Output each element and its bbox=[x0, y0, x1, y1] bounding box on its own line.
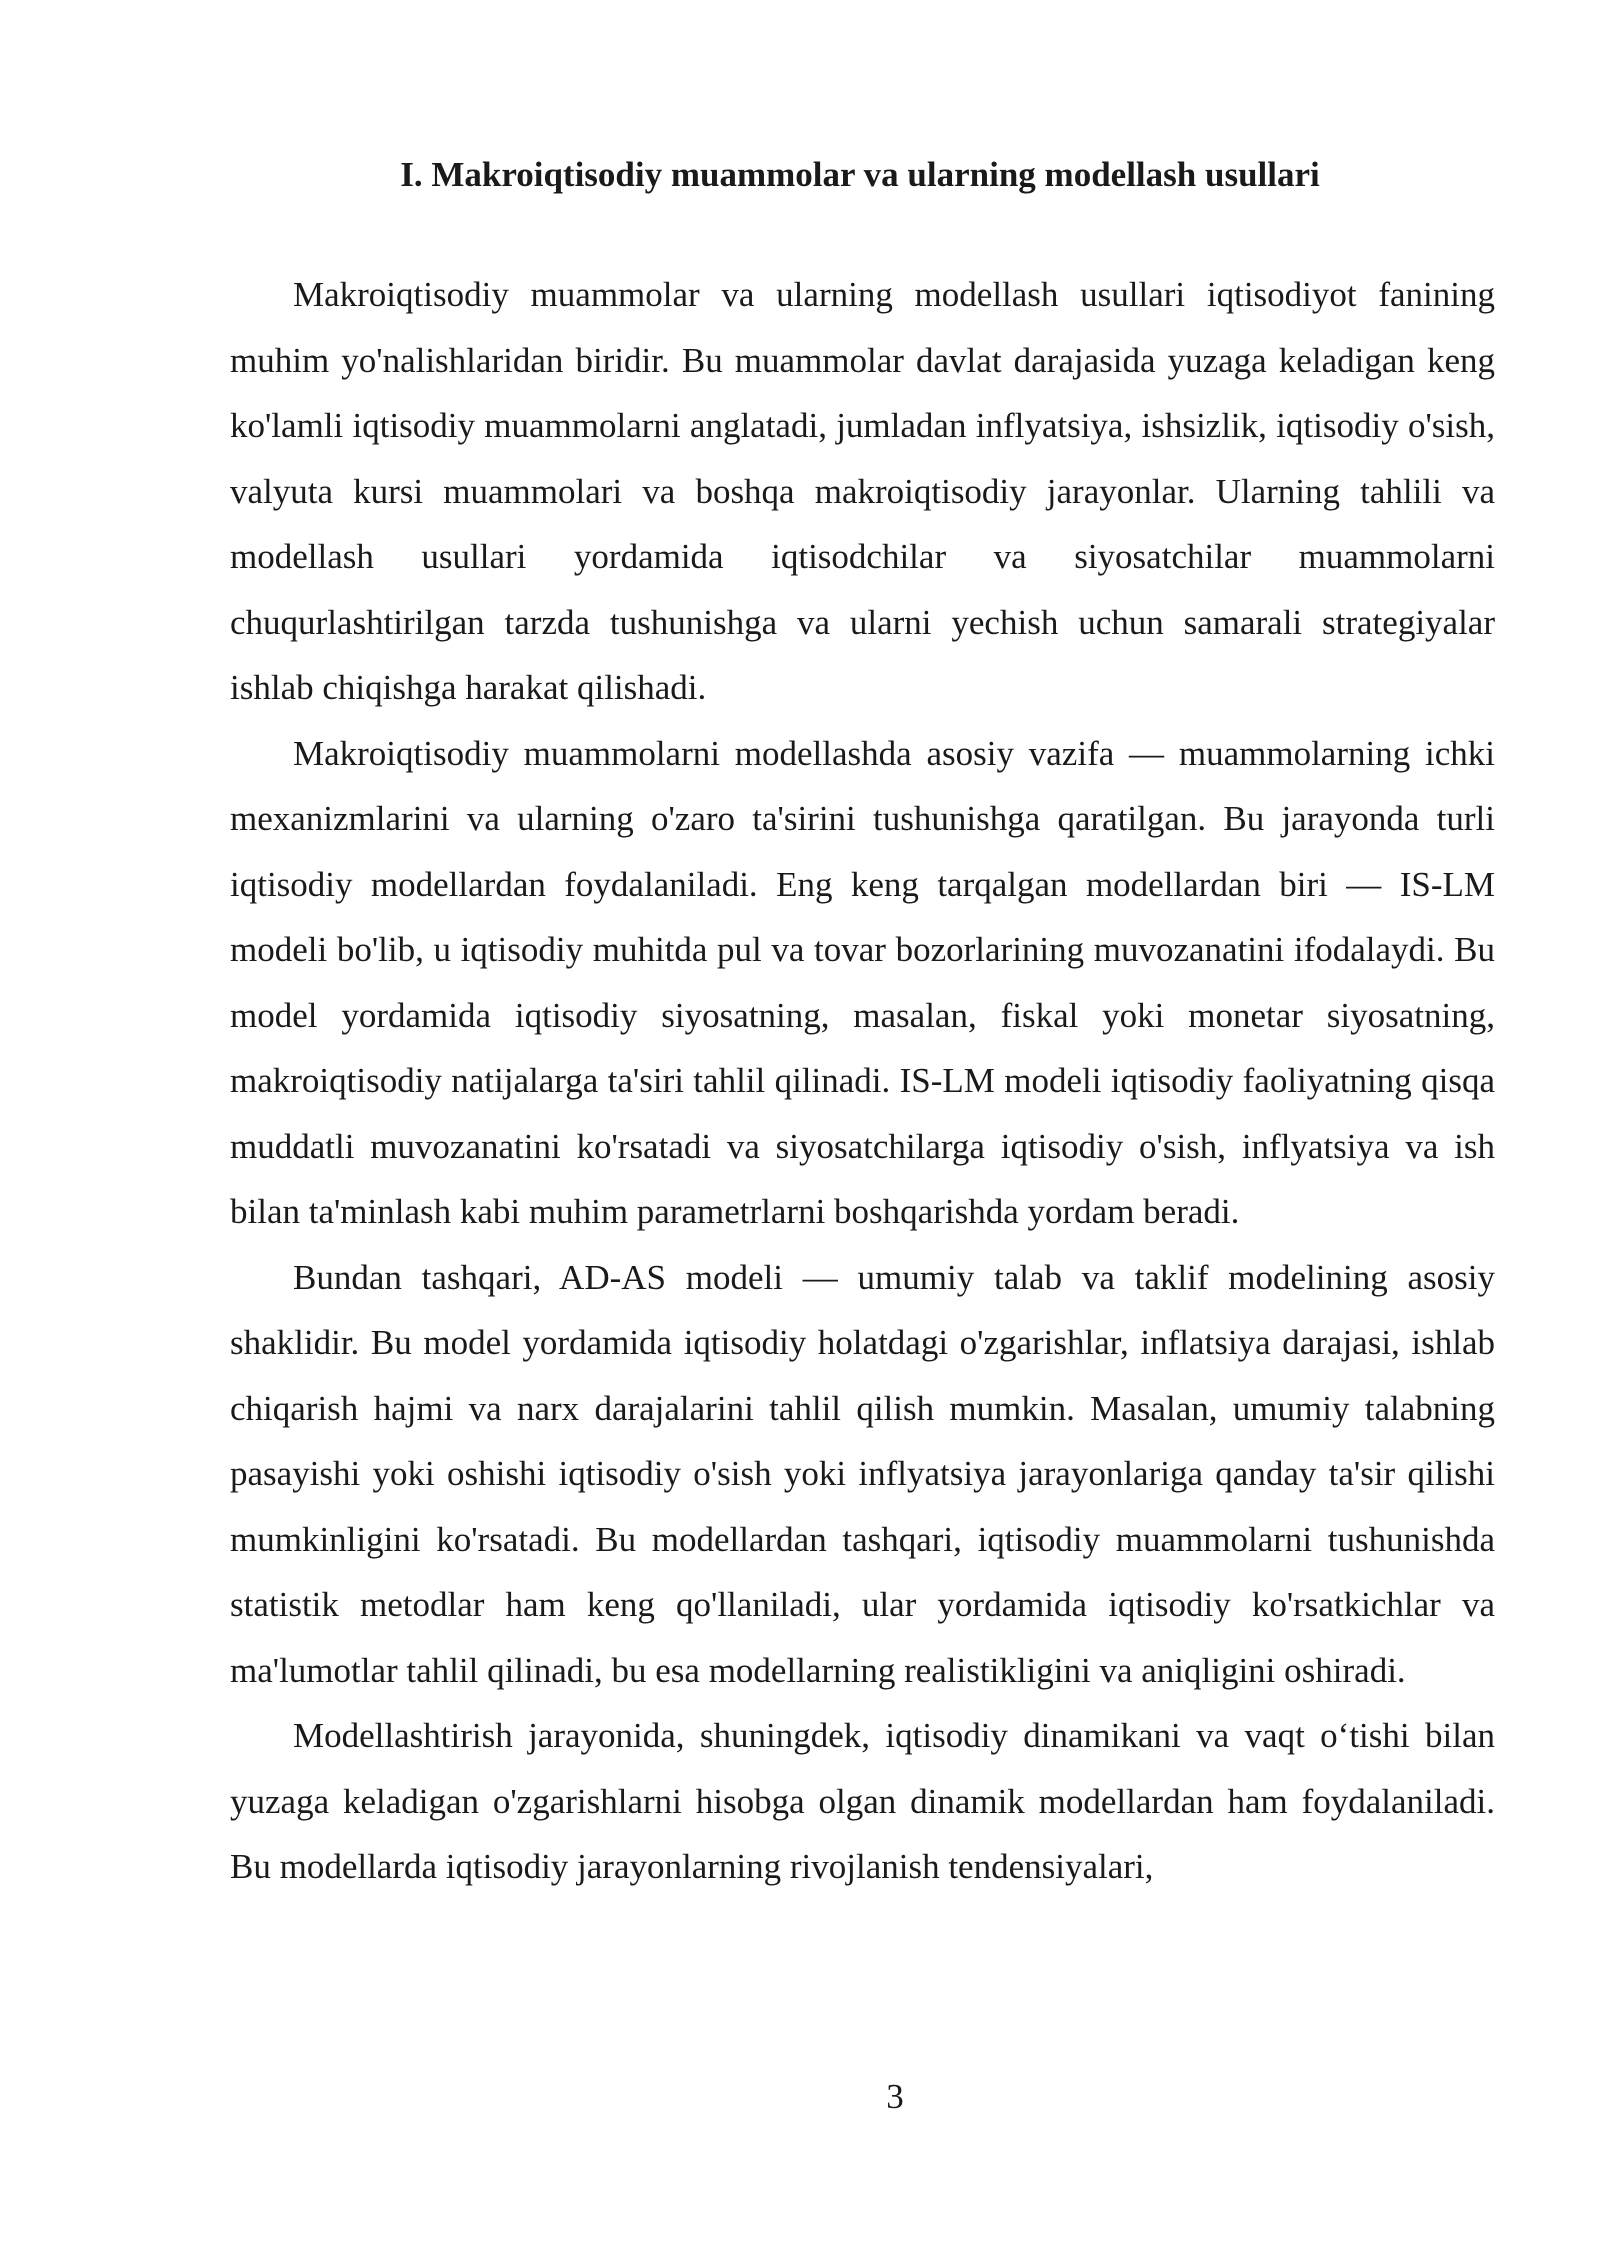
paragraph-2: Makroiqtisodiy muammolarni modellashda asosiy vazifa — muammolarning ichki mexanizmlarini va ularning o'zaro ta'sirini tushunishga qaratilgan. Bu jarayonda turli iqtisodiy modellardan foydalaniladi. Eng keng tarqalgan modellardan biri — IS-LM modeli bo'lib, u iqtisodiy muhitda pul va tovar bozorlarining muvozanatini ifodalaydi. Bu model yordamida iqtisodiy siyosatning, masalan, fiskal yoki monetar siyosatning, makroiqtisodiy natijalarga ta'siri tahlil qilinadi. IS-LM modeli iqtisodiy faoliyatning qisqa muddatli muvozanatini ko'rsatadi va siyosatchilarga iqtisodiy o'sish, inflyatsiya va ish bilan ta'minlash kabi muhim parametrlarni boshqarishda yordam beradi. bbox=[230, 733, 1495, 1231]
paragraph-3: Bundan tashqari, AD-AS modeli — umumiy talab va taklif modelining asosiy shaklidir. Bu model yordamida iqtisodiy holatdagi o'zgarishlar, inflatsiya darajasi, ishlab chiqarish hajmi va narx darajalarini tahlil qilish mumkin. Masalan, umumiy talabning pasayishi yoki oshishi iqtisodiy o'sish yoki inflyatsiya jarayonlariga qanday ta'sir qilishi mumkinligini ko'rsatadi. Bu modellardan tashqari, iqtisodiy muammolarni tushunishda statistik metodlar ham keng qo'llaniladi, ular yordamida iqtisodiy ko'rsatkichlar va ma'lumotlar tahlil qilinadi, bu esa modellarning realistikligini va aniqligini oshiradi. bbox=[230, 1257, 1495, 1690]
section-title: I. Makroiqtisodiy muammolar va ularning modellash usullari bbox=[400, 155, 1320, 194]
page-number: 3 bbox=[886, 2077, 904, 2116]
paragraph-1: Makroiqtisodiy muammolar va ularning modellash usullari iqtisodiyot fanining muhim yo'nalishlaridan biridir. Bu muammolar davlat darajasida yuzaga keladigan keng ko'lamli iqtisodiy muammolarni anglatadi, jumladan inflyatsiya, ishsizlik, iqtisodiy o'sish, valyuta kursi muammolari va boshqa makroiqtisodiy jarayonlar. Ularning tahlili va modellash usullari yordamida iqtisodchilar va siyosatchilar muammolarni chuqurlashtirilgan tarzda tushunishga va ularni yechish uchun samarali strategiyalar ishlab chiqishga harakat qilishadi. bbox=[230, 275, 1495, 707]
paragraph-4: Modellashtirish jarayonida, shuningdek, iqtisodiy dinamikani va vaqt o‘tishi bilan yuzaga keladigan o'zgarishlarni hisobga olgan dinamik modellardan ham foydalaniladi. Bu modellarda iqtisodiy jarayonlarning rivojlanish tendensiyalari, bbox=[230, 1716, 1495, 1886]
document-body bbox=[230, 262, 1495, 1900]
